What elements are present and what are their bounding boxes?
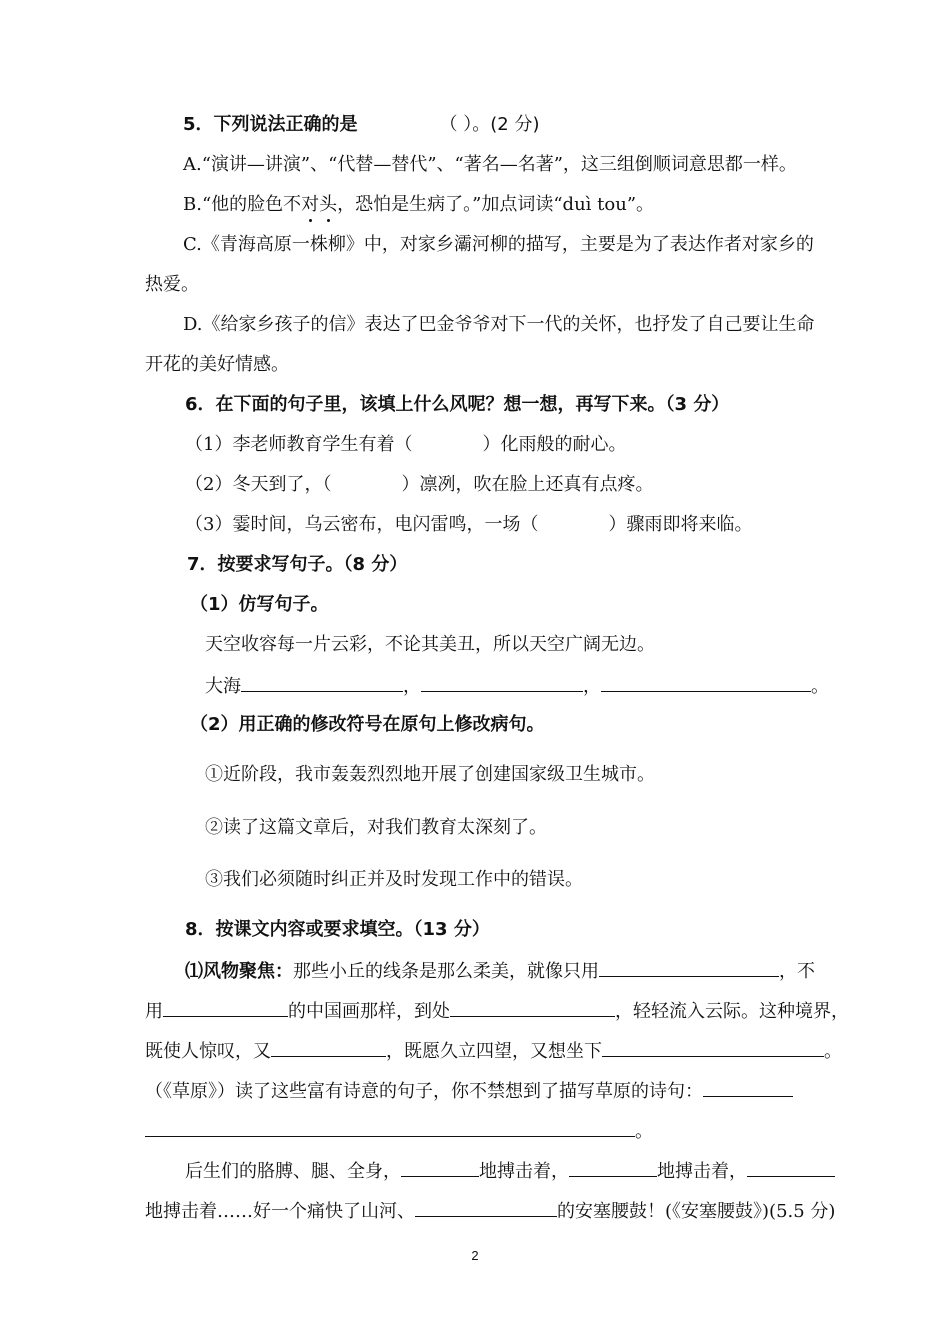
- q6-s2-end: ）凛冽，吹在脸上还真有点疼。: [401, 474, 654, 495]
- q7-error-sentence-2: ②读了这篇文章后，对我们教育太深刻了。: [205, 817, 547, 838]
- q6-s1-end: ）化雨般的耐心。: [482, 434, 627, 455]
- q8-para1-line3: [145, 1038, 842, 1064]
- q5-score: 。(2 分): [472, 114, 540, 135]
- q8-blank-7[interactable]: [145, 1118, 635, 1137]
- q7-example: 天空收容每一片云彩，不论其美丑，所以天空广阔无边。: [205, 634, 655, 655]
- q7-comma-1: ，: [403, 676, 421, 697]
- q8-p2-mid: 的中国画那样，到处: [288, 1001, 450, 1022]
- q8-para1-line2: [145, 998, 849, 1024]
- q6-s3-start: （3）霎时间，乌云密布，电闪雷鸣，一场（: [185, 514, 539, 535]
- q8-p3-end: 。: [824, 1041, 842, 1062]
- q5-option-b-dotted-1: 对: [301, 194, 320, 215]
- q8-focus-label: ⑴风物聚焦：: [185, 961, 293, 982]
- q5-option-c-line1: C.《青海高原一株柳》中，对家乡灞河柳的描写，主要是为了表达作者对家乡的: [183, 234, 814, 255]
- q8-blank-2[interactable]: [163, 998, 288, 1017]
- q5-option-a: A.“演讲—讲演”、“代替—替代”、“著名—名著”，这三组倒顺词意思都一样。: [183, 154, 797, 175]
- q7-error-sentence-3: ③我们必须随时纠正并及时发现工作中的错误。: [205, 869, 583, 890]
- q8-p6-end: 地搏击着，: [657, 1161, 747, 1182]
- q5-answer-paren: （ ）: [439, 114, 473, 135]
- q7-blank-2[interactable]: [421, 673, 583, 692]
- q6-title: 6．在下面的句子里，该填上什么风呢？想一想，再写下来。（3 分）: [185, 394, 730, 415]
- q7-error-sentence-1: ①近阶段，我市轰轰烈烈地开展了创建国家级卫生城市。: [205, 764, 655, 785]
- q6-sentence-1: [185, 433, 626, 457]
- q7-title: 7．按要求写句子。（8 分）: [187, 554, 408, 575]
- q8-blank-4[interactable]: [271, 1038, 386, 1057]
- q8-blank-11[interactable]: [415, 1198, 557, 1217]
- q5-title-line: [183, 113, 539, 137]
- q7-imitation-line: [205, 673, 829, 699]
- q8-p5-end: 。: [635, 1121, 653, 1142]
- q6-s1-start: （1）李老师教育学生有着（: [185, 434, 413, 455]
- q8-p3-start: 既使人惊叹，又: [145, 1041, 271, 1062]
- q8-blank-6[interactable]: [703, 1078, 793, 1097]
- q8-p6-mid: 地搏击着，: [479, 1161, 569, 1182]
- q8-para2-line1: [185, 1158, 835, 1184]
- q8-para1-line5: [145, 1118, 653, 1144]
- q8-blank-8[interactable]: [401, 1158, 479, 1177]
- q5-option-d-line1: D.《给家乡孩子的信》表达了巴金爷爷对下一代的关怀，也抒发了自己要让生命: [183, 314, 815, 335]
- q6-s3-end: ）骤雨即将来临。: [608, 514, 753, 535]
- q8-para1-line1: [185, 958, 815, 984]
- q8-p1-tail: ，不: [779, 961, 815, 982]
- q5-option-b-post: ，恐怕是生病了。”加点词读“duì tou”。: [337, 194, 655, 215]
- q6-s2-start: （2）冬天到了，（: [185, 474, 332, 495]
- q6-sentence-2: [185, 473, 653, 497]
- q5-option-b-dotted-2: 头: [319, 194, 338, 215]
- q7-comma-2: ，: [583, 676, 601, 697]
- q8-blank-10[interactable]: [747, 1158, 835, 1177]
- q5-option-b-pre: B.“他的脸色不: [183, 194, 302, 215]
- q8-blank-5[interactable]: [602, 1038, 824, 1057]
- q8-blank-1[interactable]: [599, 958, 779, 977]
- q7-blank-1[interactable]: [241, 673, 403, 692]
- q8-title: 8．按课文内容或要求填空。（13 分）: [185, 919, 490, 940]
- q8-p4-text: （《草原》）读了这些富有诗意的句子，你不禁想到了描写草原的诗句：: [145, 1081, 703, 1102]
- q8-p1-text: 那些小丘的线条是那么柔美，就像只用: [293, 961, 599, 982]
- q7-blank-3[interactable]: [601, 673, 811, 692]
- q8-p2-start: 用: [145, 1001, 163, 1022]
- q8-p3-mid: ，既愿久立四望，又想坐下: [386, 1041, 602, 1062]
- q8-p7-end: 的安塞腰鼓！(《安塞腰鼓》)(5.5 分): [557, 1201, 836, 1222]
- q8-para1-line4: [145, 1078, 793, 1104]
- q7-period: 。: [811, 676, 829, 697]
- q8-p6-start: 后生们的胳膊、腿、全身，: [185, 1161, 401, 1182]
- q8-p7-start: 地搏击着……好一个痛快了山河、: [145, 1201, 415, 1222]
- q5-option-b: [183, 193, 654, 217]
- q8-p2-end: ，轻轻流入云际。这种境界，: [615, 1001, 849, 1022]
- q8-para2-line2: [145, 1198, 835, 1224]
- q8-blank-9[interactable]: [569, 1158, 657, 1177]
- q5-title: 5．下列说法正确的是: [183, 114, 358, 135]
- q5-option-c-line2: 热爱。: [145, 274, 199, 295]
- q8-blank-3[interactable]: [450, 998, 615, 1017]
- q7-sub1: （1）仿写句子。: [190, 594, 329, 615]
- page-number: 2: [471, 1248, 479, 1263]
- q7-sub2: （2）用正确的修改符号在原句上修改病句。: [190, 714, 545, 735]
- q6-sentence-3: [185, 513, 752, 537]
- q5-option-d-line2: 开花的美好情感。: [145, 354, 289, 375]
- q7-imitation-start: 大海: [205, 676, 241, 697]
